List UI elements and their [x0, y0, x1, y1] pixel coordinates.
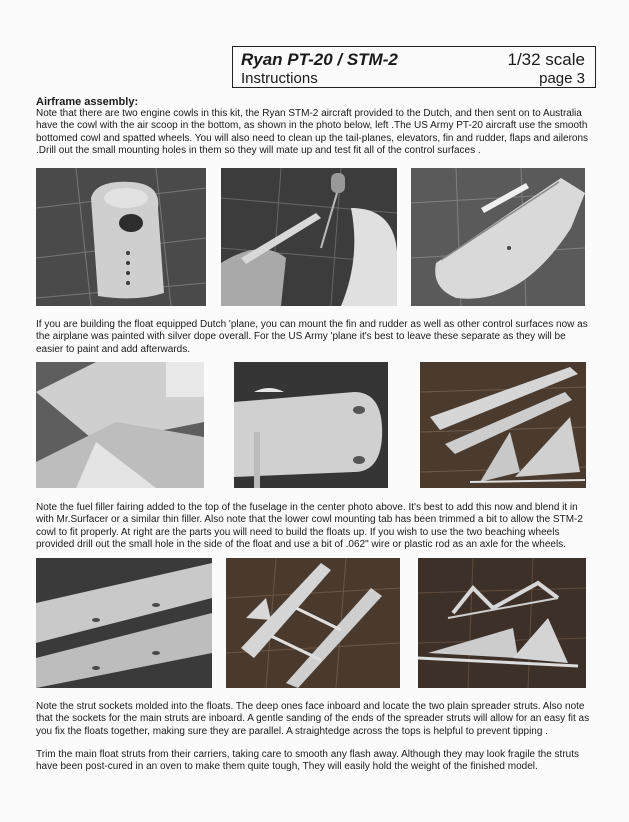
paragraph-cowls: Note that there are two engine cowls in this kit, the Ryan STM-2 aircraft provided to the Dutch, and then sent on to Australia have the cowl with the air scoop in the bottom, as shown in the photo below, left .The US Army PT-20 aircraft use the smooth bottomed cowl and spatted wheels. You will also need to clean up the tail-planes, elevators, fin and rudder, flaps and ailerons .Drill out the small mounting holes in them so they will mate up and test fit all of the control surfaces .: [36, 108, 589, 156]
instructions-label: Instructions: [241, 70, 318, 87]
paragraph-float-plane: If you are building the float equipped Dutch 'plane, you can mount the fin and rudder as well as other control surfaces now as the airplane was painted with silver dope overall. For the US Army 'plane it's best to leave these separate as they will be easier to paint and add afterwards.: [36, 319, 588, 355]
photo-float-sockets: [36, 558, 212, 688]
paragraph-fuel-filler: Note the fuel filler fairing added to the top of the fuselage in the center photo above. It's best to add this now and blend it in with Mr.Surfacer or a similar thin filler. Also note that the lower cowl mounting tab has been trimmed a bit to allow the STM-2 cowl to fit properly. At right are the parts you will need to build the floats up. If you wish to use the two beaching wheels provided drill out the small hole in the side of the float and use a bit of .062" wire or plastic rod as an axle for the wheels.: [36, 502, 583, 550]
kit-title: Ryan PT-20 / STM-2: [241, 50, 398, 69]
photo-main-float-struts: [418, 558, 586, 688]
photo-float-parts: [420, 362, 586, 488]
photo-fuselage-fuel-filler: [234, 362, 388, 488]
photo-tailplane: [411, 168, 585, 306]
header-box: [232, 46, 596, 88]
paragraph-strut-sockets: Note the strut sockets molded into the floats. The deep ones face inboard and locate the two plain spreader struts. Also note that the sockets for the main struts are inboard. A gentle sanding of the ends of the spreader struts will allow for an easy fit as you fix the floats together, making sure they are parallel. A straightedge across the tops is helpful to prevent tipping .: [36, 701, 590, 737]
section-title: Airframe assembly:: [36, 96, 139, 108]
paragraph-main-struts: Trim the main float struts from their carriers, taking care to smooth any flash away. Although they may look fragile the struts have been post-cured in an oven to make them quite tough, They will easily hold the weight of the finished model.: [36, 749, 580, 773]
photo-drilling-control-surface: [221, 168, 397, 306]
photo-tail-assembly: [36, 362, 204, 488]
photo-engine-cowl: [36, 168, 206, 306]
scale-label: 1/32 scale: [507, 50, 585, 69]
photo-floats-assembled: [226, 558, 400, 688]
page-number: page 3: [539, 70, 585, 87]
